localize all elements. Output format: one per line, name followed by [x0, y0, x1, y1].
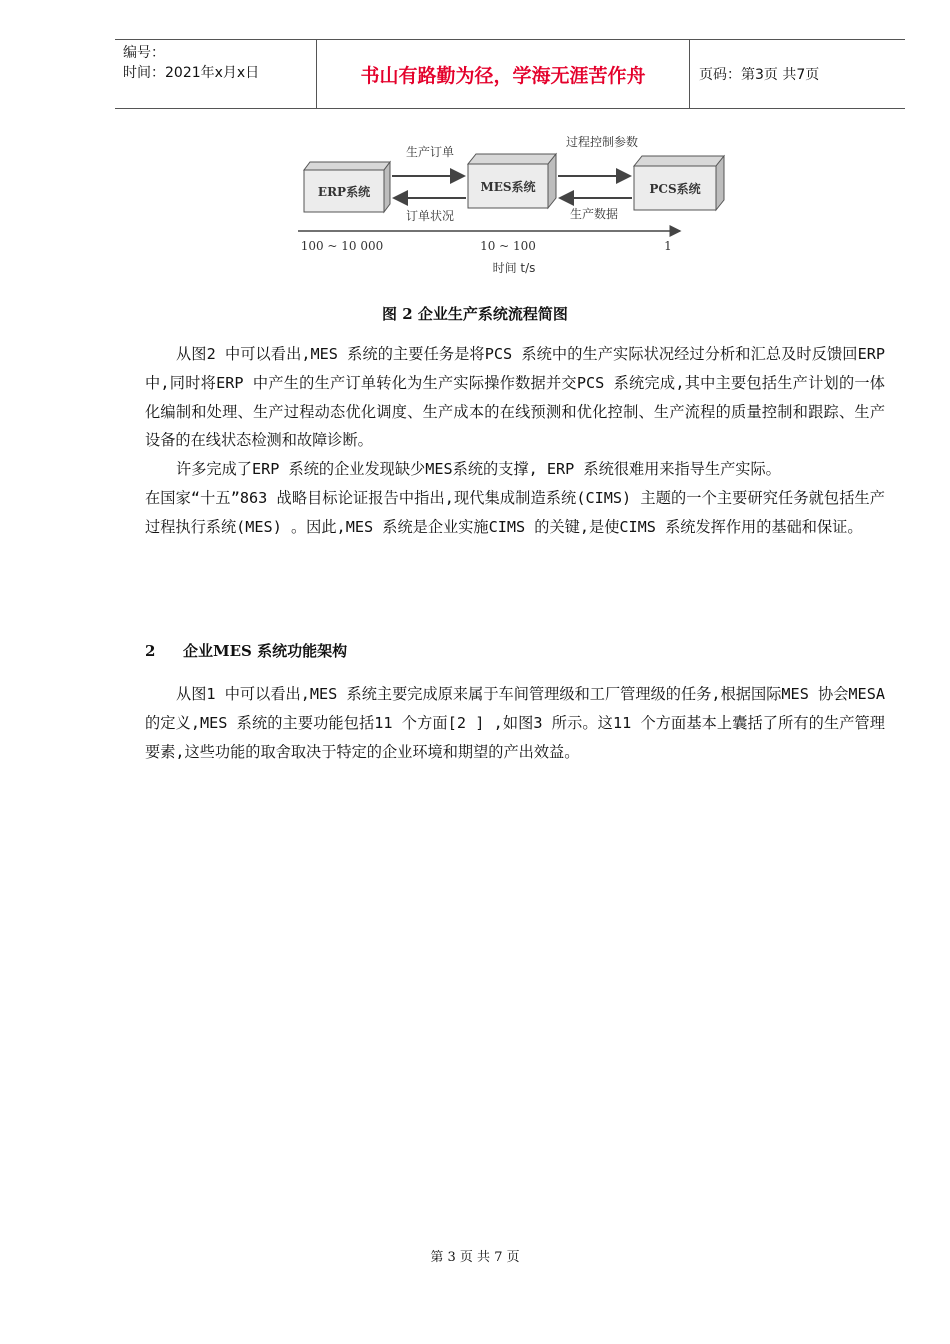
paragraph-2: 许多完成了ERP 系统的企业发现缺少MES系统的支撑, ERP 系统很难用来指导生产实际。	[176, 460, 781, 479]
page-footer: 第 3 页 共 7 页	[430, 1250, 520, 1265]
section-title: 企业MES 系统功能架构	[183, 642, 348, 660]
figure-caption: 图 2 企业生产系统流程简图	[382, 305, 568, 323]
paragraph-3: 在国家“十五”863 战略目标论证报告中指出,现代集成制造系统(CIMS) 主题的一个主要研究任务就包括生产过程执行系统(MES) 。因此,MES 系统是企业实施CIMS 的关键,是使CIMS 系统发挥作用的基础和保证。	[145, 488, 885, 536]
label-mes-to-erp: 订单状况	[405, 209, 455, 223]
axis-tick-2: 10 ~ 100	[480, 239, 536, 253]
label-pcs-to-mes: 生产数据	[569, 207, 619, 221]
system-flow-diagram	[290, 126, 736, 286]
header-motto: 书山有路勤为径，学海无涯苦作舟	[316, 40, 690, 108]
pcs-box	[634, 156, 724, 210]
label-erp-to-mes: 生产订单	[405, 145, 455, 159]
mes-box-label: MES系统	[480, 180, 536, 194]
document-number-label: 编号：	[123, 45, 165, 61]
document-time-label: 时间：2021年x月x日	[123, 65, 260, 81]
header-page-label: 页码：第3页 共7页	[699, 67, 820, 83]
erp-box-label: ERP系统	[317, 185, 371, 199]
axis-tick-3: 1	[664, 239, 672, 253]
body-text-block-1	[145, 340, 885, 542]
header-left-cell	[115, 40, 316, 108]
paragraph-1: 从图2 中可以看出,MES 系统的主要任务是将PCS 系统中的生产实际状况经过分析和汇总及时反馈回ERP 中,同时将ERP 中产生的生产订单转化为生产实际操作数据并交PCS 系统完成,其中主要包括生产计划的一体化编制和处理、生产过程动态优化调度、生产成本的在线预测和优化控制、生产流程的质量控制和跟踪、生产设备的在线状态检测和故障诊断。	[145, 345, 885, 450]
axis-tick-1: 100 ~ 10 000	[300, 239, 384, 253]
label-mes-to-pcs: 过程控制参数	[565, 135, 639, 149]
section-heading	[145, 640, 347, 661]
mes-box	[468, 154, 556, 208]
section-number: 2	[145, 642, 156, 660]
pcs-box-label: PCS系统	[649, 182, 701, 196]
page-header	[115, 39, 905, 109]
erp-box	[304, 162, 390, 212]
paragraph-4: 从图1 中可以看出,MES 系统主要完成原来属于车间管理级和工厂管理级的任务,根据国际MES 协会MESA 的定义,MES 系统的主要功能包括11 个方面[2 ] ,如图3 所示。这11 个方面基本上囊括了所有的生产管理要素,这些功能的取舍取决于特定的企业环境和期望的产出效益。	[145, 685, 885, 761]
axis-label: 时间 t/s	[492, 261, 536, 275]
body-text-block-2	[145, 680, 885, 766]
